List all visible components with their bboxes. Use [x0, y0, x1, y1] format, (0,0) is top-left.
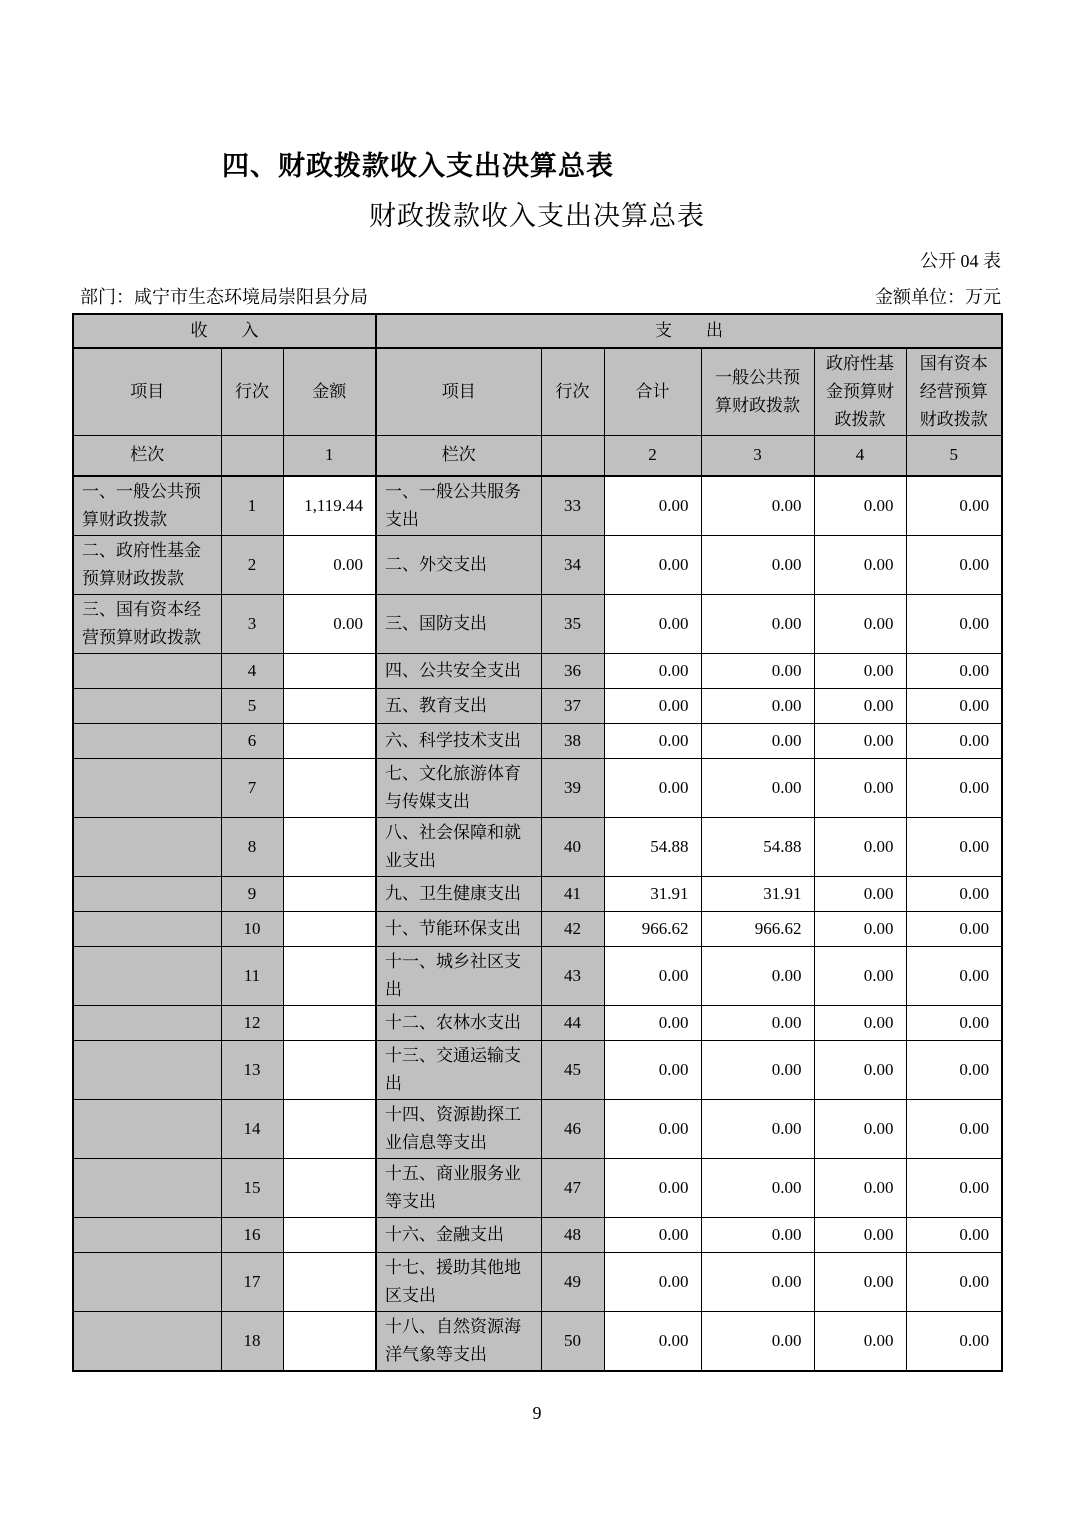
expense-lanci-label: 栏次 — [376, 436, 541, 476]
income-item-cell: 一、一般公共预算财政拨款 — [73, 476, 221, 536]
income-amount-cell — [283, 1040, 376, 1099]
income-line-cell: 1 — [221, 476, 283, 536]
expense-line-cell: 49 — [541, 1252, 604, 1311]
expense-item-cell: 五、教育支出 — [376, 688, 541, 723]
expense-fund-cell: 0.00 — [814, 723, 906, 758]
expense-line-cell: 43 — [541, 946, 604, 1005]
income-item-cell — [73, 817, 221, 876]
table-row — [73, 723, 1002, 758]
income-amount-cell — [283, 1217, 376, 1252]
expense-capital-cell: 0.00 — [906, 1217, 1002, 1252]
expense-line-cell: 38 — [541, 723, 604, 758]
expense-total-cell: 0.00 — [604, 723, 701, 758]
table-row — [73, 817, 1002, 876]
expense-capital-cell: 0.00 — [906, 817, 1002, 876]
expense-capital-cell: 0.00 — [906, 723, 1002, 758]
expense-general-cell: 0.00 — [701, 758, 814, 817]
expense-line-cell: 40 — [541, 817, 604, 876]
expense-total-cell: 0.00 — [604, 653, 701, 688]
expense-total-cell: 0.00 — [604, 688, 701, 723]
expense-general-cell: 0.00 — [701, 535, 814, 594]
income-item-cell: 三、国有资本经营预算财政拨款 — [73, 594, 221, 653]
expense-item-cell: 九、卫生健康支出 — [376, 876, 541, 911]
expense-general-cell: 31.91 — [701, 876, 814, 911]
expense-total-cell: 54.88 — [604, 817, 701, 876]
expense-item-cell: 十二、农林水支出 — [376, 1005, 541, 1040]
income-item-cell — [73, 653, 221, 688]
income-amount-cell — [283, 1311, 376, 1371]
income-item-cell — [73, 1252, 221, 1311]
expense-fund-cell: 0.00 — [814, 476, 906, 536]
expense-general-cell: 54.88 — [701, 817, 814, 876]
income-item-cell — [73, 1311, 221, 1371]
income-item-cell: 二、政府性基金预算财政拨款 — [73, 535, 221, 594]
expense-fund-cell: 0.00 — [814, 758, 906, 817]
income-amount-cell — [283, 1158, 376, 1217]
income-amount-cell — [283, 1099, 376, 1158]
lanci-fund: 4 — [814, 436, 906, 476]
table-row — [73, 653, 1002, 688]
income-line-cell: 12 — [221, 1005, 283, 1040]
fiscal-table — [72, 313, 1003, 1372]
expense-capital-cell: 0.00 — [906, 653, 1002, 688]
expense-item-cell: 十四、资源勘探工业信息等支出 — [376, 1099, 541, 1158]
table-meta-row — [80, 283, 1001, 309]
column-header-row — [73, 348, 1002, 436]
expense-total-cell: 0.00 — [604, 1005, 701, 1040]
expense-fund-cell: 0.00 — [814, 1158, 906, 1217]
table-row — [73, 946, 1002, 1005]
expense-lanci-line — [541, 436, 604, 476]
expense-total-cell: 0.00 — [604, 946, 701, 1005]
expense-capital-cell: 0.00 — [906, 758, 1002, 817]
expense-line-cell: 45 — [541, 1040, 604, 1099]
table-row — [73, 758, 1002, 817]
expense-capital-cell: 0.00 — [906, 1040, 1002, 1099]
income-amount-cell — [283, 817, 376, 876]
expense-item-cell: 十、节能环保支出 — [376, 911, 541, 946]
expense-general-cell: 0.00 — [701, 1099, 814, 1158]
income-item-cell — [73, 1040, 221, 1099]
expense-total-cell: 0.00 — [604, 1252, 701, 1311]
expense-total-cell: 966.62 — [604, 911, 701, 946]
expense-item-cell: 三、国防支出 — [376, 594, 541, 653]
income-line-cell: 4 — [221, 653, 283, 688]
expense-item-cell: 四、公共安全支出 — [376, 653, 541, 688]
expense-total-cell: 0.00 — [604, 1099, 701, 1158]
expense-line-cell: 44 — [541, 1005, 604, 1040]
income-item-cell — [73, 758, 221, 817]
unit-label: 金额单位：万元 — [875, 287, 1001, 307]
table-row — [73, 876, 1002, 911]
table-row — [73, 1217, 1002, 1252]
income-item-cell — [73, 911, 221, 946]
income-item-cell — [73, 1005, 221, 1040]
expense-line-cell: 50 — [541, 1311, 604, 1371]
expense-capital-cell: 0.00 — [906, 476, 1002, 536]
income-lanci-line — [221, 436, 283, 476]
table-body — [73, 476, 1002, 1371]
income-item-cell — [73, 1099, 221, 1158]
expense-section-header: 支 出 — [376, 314, 1002, 348]
income-item-cell — [73, 723, 221, 758]
income-amount-cell — [283, 911, 376, 946]
expense-fund-cell: 0.00 — [814, 1217, 906, 1252]
expense-line-cell: 34 — [541, 535, 604, 594]
expense-capital-cell: 0.00 — [906, 946, 1002, 1005]
expense-general-cell: 0.00 — [701, 1252, 814, 1311]
income-amount-cell — [283, 1005, 376, 1040]
income-line-cell: 16 — [221, 1217, 283, 1252]
expense-capital-cell: 0.00 — [906, 911, 1002, 946]
lanci-total: 2 — [604, 436, 701, 476]
income-item-header: 项目 — [73, 348, 221, 436]
expense-item-cell: 十六、金融支出 — [376, 1217, 541, 1252]
income-line-header: 行次 — [221, 348, 283, 436]
expense-total-cell: 31.91 — [604, 876, 701, 911]
expense-fund-cell: 0.00 — [814, 876, 906, 911]
expense-line-cell: 46 — [541, 1099, 604, 1158]
expense-item-header: 项目 — [376, 348, 541, 436]
expense-fund-cell: 0.00 — [814, 653, 906, 688]
income-line-cell: 13 — [221, 1040, 283, 1099]
expense-general-cell: 0.00 — [701, 1311, 814, 1371]
expense-item-cell: 一、一般公共服务支出 — [376, 476, 541, 536]
table-row — [73, 1311, 1002, 1371]
expense-item-cell: 八、社会保障和就业支出 — [376, 817, 541, 876]
expense-item-cell: 十七、援助其他地区支出 — [376, 1252, 541, 1311]
expense-general-cell: 0.00 — [701, 946, 814, 1005]
expense-line-cell: 42 — [541, 911, 604, 946]
expense-general-cell: 0.00 — [701, 1040, 814, 1099]
table-row — [73, 1252, 1002, 1311]
income-line-cell: 14 — [221, 1099, 283, 1158]
income-item-cell — [73, 1158, 221, 1217]
expense-line-cell: 41 — [541, 876, 604, 911]
expense-total-cell: 0.00 — [604, 594, 701, 653]
table-row — [73, 1005, 1002, 1040]
expense-general-cell: 0.00 — [701, 1217, 814, 1252]
expense-item-cell: 二、外交支出 — [376, 535, 541, 594]
expense-line-cell: 47 — [541, 1158, 604, 1217]
table-row — [73, 535, 1002, 594]
expense-general-cell: 0.00 — [701, 688, 814, 723]
expense-item-cell: 十一、城乡社区支出 — [376, 946, 541, 1005]
expense-fund-cell: 0.00 — [814, 1252, 906, 1311]
expense-fund-cell: 0.00 — [814, 688, 906, 723]
section-heading: 四、财政拨款收入支出决算总表 — [222, 151, 614, 181]
table-row — [73, 1099, 1002, 1158]
income-line-cell: 7 — [221, 758, 283, 817]
expense-total-cell: 0.00 — [604, 1158, 701, 1217]
income-amount-cell — [283, 723, 376, 758]
income-line-cell: 9 — [221, 876, 283, 911]
income-amount-cell — [283, 758, 376, 817]
expense-general-cell: 0.00 — [701, 1005, 814, 1040]
expense-general-cell: 966.62 — [701, 911, 814, 946]
expense-line-cell: 48 — [541, 1217, 604, 1252]
expense-fund-cell: 0.00 — [814, 1005, 906, 1040]
gov-fund-header: 政府性基金预算财政拨款 — [814, 348, 906, 436]
income-amount-cell — [283, 1252, 376, 1311]
expense-total-cell: 0.00 — [604, 1217, 701, 1252]
expense-item-cell: 十八、自然资源海洋气象等支出 — [376, 1311, 541, 1371]
expense-capital-cell: 0.00 — [906, 1158, 1002, 1217]
expense-capital-cell: 0.00 — [906, 1099, 1002, 1158]
table-row — [73, 476, 1002, 536]
state-capital-header: 国有资本经营预算财政拨款 — [906, 348, 1002, 436]
expense-total-cell: 0.00 — [604, 758, 701, 817]
expense-capital-cell: 0.00 — [906, 1311, 1002, 1371]
expense-line-cell: 36 — [541, 653, 604, 688]
lanci-capital: 5 — [906, 436, 1002, 476]
expense-total-cell: 0.00 — [604, 1040, 701, 1099]
expense-fund-cell: 0.00 — [814, 1311, 906, 1371]
income-item-cell — [73, 688, 221, 723]
expense-line-cell: 37 — [541, 688, 604, 723]
table-row — [73, 911, 1002, 946]
income-amount-cell: 0.00 — [283, 535, 376, 594]
expense-capital-cell: 0.00 — [906, 535, 1002, 594]
expense-line-cell: 35 — [541, 594, 604, 653]
expense-fund-cell: 0.00 — [814, 594, 906, 653]
income-lanci-amount: 1 — [283, 436, 376, 476]
income-item-cell — [73, 946, 221, 1005]
expense-item-cell: 十五、商业服务业等支出 — [376, 1158, 541, 1217]
expense-fund-cell: 0.00 — [814, 535, 906, 594]
income-line-cell: 6 — [221, 723, 283, 758]
income-line-cell: 10 — [221, 911, 283, 946]
income-line-cell: 18 — [221, 1311, 283, 1371]
expense-item-cell: 十三、交通运输支出 — [376, 1040, 541, 1099]
expense-capital-cell: 0.00 — [906, 594, 1002, 653]
income-section-header: 收 入 — [73, 314, 376, 348]
income-line-cell: 17 — [221, 1252, 283, 1311]
table-row — [73, 594, 1002, 653]
expense-general-cell: 0.00 — [701, 653, 814, 688]
section-header-row — [73, 314, 1002, 348]
income-amount-cell — [283, 653, 376, 688]
expense-line-cell: 39 — [541, 758, 604, 817]
income-amount-cell: 1,119.44 — [283, 476, 376, 536]
income-amount-cell — [283, 876, 376, 911]
column-index-row — [73, 436, 1002, 476]
expense-line-cell: 33 — [541, 476, 604, 536]
expense-total-cell: 0.00 — [604, 535, 701, 594]
expense-total-cell: 0.00 — [604, 1311, 701, 1371]
lanci-general: 3 — [701, 436, 814, 476]
expense-capital-cell: 0.00 — [906, 1005, 1002, 1040]
income-amount-header: 金额 — [283, 348, 376, 436]
expense-item-cell: 七、文化旅游体育与传媒支出 — [376, 758, 541, 817]
income-line-cell: 2 — [221, 535, 283, 594]
expense-capital-cell: 0.00 — [906, 1252, 1002, 1311]
department-label: 部门：咸宁市生态环境局崇阳县分局 — [80, 287, 368, 307]
table-title: 财政拨款收入支出决算总表 — [369, 201, 705, 231]
expense-general-cell: 0.00 — [701, 594, 814, 653]
income-line-cell: 3 — [221, 594, 283, 653]
expense-fund-cell: 0.00 — [814, 1099, 906, 1158]
form-code-label: 公开 04 表 — [920, 251, 1001, 271]
expense-capital-cell: 0.00 — [906, 688, 1002, 723]
expense-item-cell: 六、科学技术支出 — [376, 723, 541, 758]
page-number: 9 — [532, 1403, 542, 1423]
income-lanci-label: 栏次 — [73, 436, 221, 476]
table-row — [73, 1158, 1002, 1217]
expense-fund-cell: 0.00 — [814, 817, 906, 876]
expense-capital-cell: 0.00 — [906, 876, 1002, 911]
income-item-cell — [73, 1217, 221, 1252]
expense-total-cell: 0.00 — [604, 476, 701, 536]
income-item-cell — [73, 876, 221, 911]
total-header: 合计 — [604, 348, 701, 436]
income-amount-cell — [283, 946, 376, 1005]
income-line-cell: 15 — [221, 1158, 283, 1217]
income-line-cell: 5 — [221, 688, 283, 723]
income-line-cell: 8 — [221, 817, 283, 876]
table-row — [73, 688, 1002, 723]
income-line-cell: 11 — [221, 946, 283, 1005]
expense-line-header: 行次 — [541, 348, 604, 436]
income-amount-cell: 0.00 — [283, 594, 376, 653]
expense-general-cell: 0.00 — [701, 476, 814, 536]
expense-general-cell: 0.00 — [701, 1158, 814, 1217]
expense-fund-cell: 0.00 — [814, 911, 906, 946]
general-budget-header: 一般公共预算财政拨款 — [701, 348, 814, 436]
expense-general-cell: 0.00 — [701, 723, 814, 758]
expense-fund-cell: 0.00 — [814, 946, 906, 1005]
table-row — [73, 1040, 1002, 1099]
income-amount-cell — [283, 688, 376, 723]
expense-fund-cell: 0.00 — [814, 1040, 906, 1099]
